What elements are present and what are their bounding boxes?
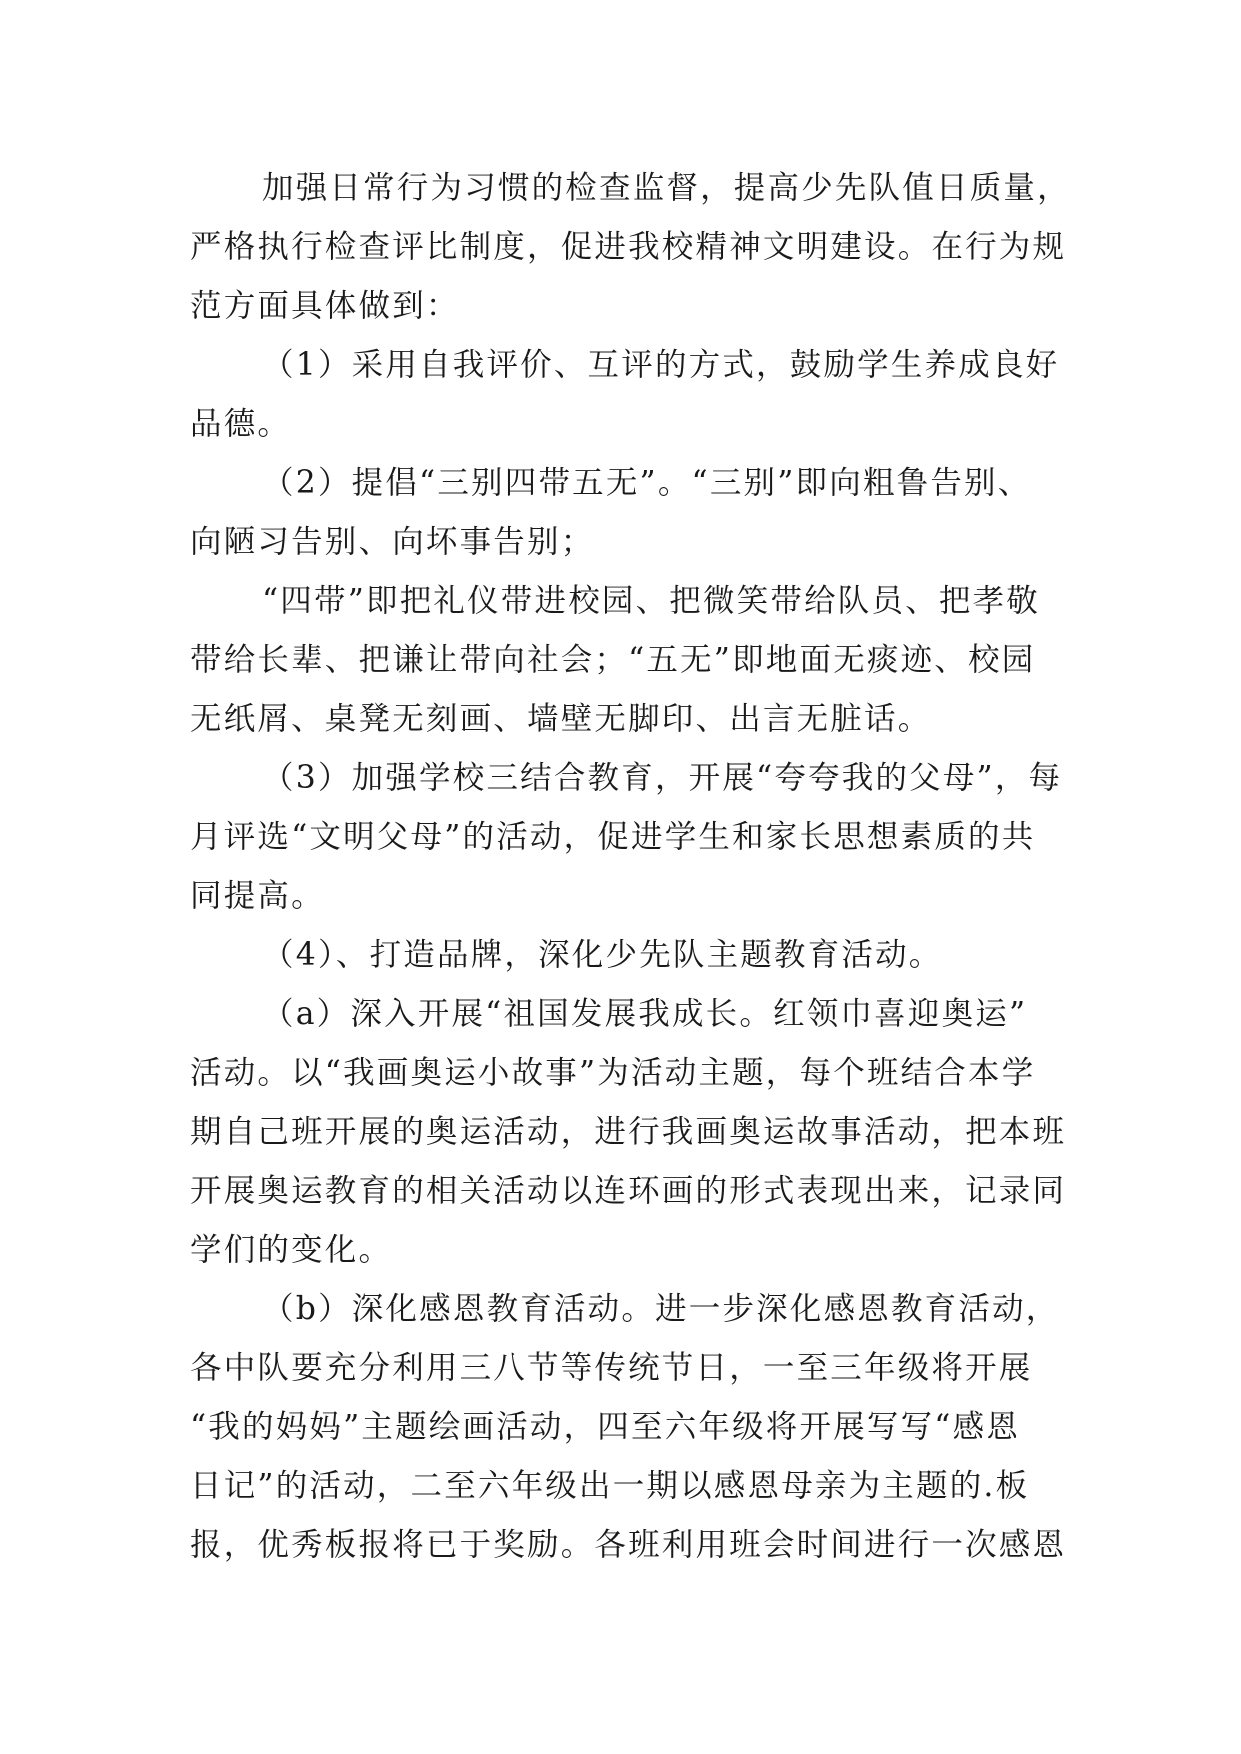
text-line: 月评选“文明父母”的活动，促进学生和家长思想素质的共 bbox=[190, 819, 1036, 855]
text-line: 范方面具体做到： bbox=[190, 288, 460, 324]
text-line: 加强日常行为习惯的检查监督，提高少先队值日质量， bbox=[262, 170, 1071, 206]
text-line: 向陋习告别、向坏事告别； bbox=[190, 524, 595, 560]
document-body bbox=[190, 159, 1071, 1575]
text-line: 品德。 bbox=[190, 406, 292, 442]
text-line: 无纸屑、桌凳无刻画、墙壁无脚印、出言无脏话。 bbox=[190, 701, 932, 737]
text-line: 各中队要充分利用三八节等传统节日，一至三年级将开展 bbox=[190, 1350, 1033, 1386]
paragraph-item-b bbox=[190, 1280, 1067, 1575]
text-line: （b）深化感恩教育活动。进一步深化感恩教育活动， bbox=[262, 1291, 1060, 1327]
text-line: 报，优秀板报将已于奖励。各班利用班会时间进行一次感恩 bbox=[190, 1527, 1067, 1563]
text-line: 同提高。 bbox=[190, 878, 325, 914]
text-line: （1）采用自我评价、互评的方式，鼓励学生养成良好 bbox=[262, 347, 1060, 383]
text-line: “四带”即把礼仪带进校园、把微笑带给队员、把孝敬 bbox=[262, 583, 1041, 619]
text-line: 开展奥运教育的相关活动以连环画的形式表现出来，记录同 bbox=[190, 1173, 1067, 1209]
paragraph-item-2 bbox=[190, 454, 1052, 572]
text-line: 活动。以“我画奥运小故事”为活动主题，每个班结合本学 bbox=[190, 1055, 1036, 1091]
paragraph-behavior-inspection bbox=[190, 159, 1071, 336]
text-line: （a）深入开展“祖国发展我成长。红领巾喜迎奥运” bbox=[262, 996, 1028, 1032]
paragraph-item-3 bbox=[190, 749, 1063, 926]
text-line: 期自己班开展的奥运活动，进行我画奥运故事活动，把本班 bbox=[190, 1114, 1067, 1150]
text-line: （2）提倡“三别四带五无”。“三别”即向粗鲁告别、 bbox=[262, 465, 1032, 501]
text-line: （4）、打造品牌，深化少先队主题教育活动。 bbox=[262, 937, 943, 973]
text-line: “我的妈妈”主题绘画活动，四至六年级将开展写写“感恩 bbox=[190, 1409, 1021, 1445]
text-line: 学们的变化。 bbox=[190, 1232, 393, 1268]
paragraph-item-a bbox=[190, 985, 1067, 1280]
paragraph-four-brings bbox=[190, 572, 1052, 749]
text-line: 严格执行检查评比制度，促进我校精神文明建设。在行为规 bbox=[190, 229, 1067, 265]
text-line: 日记”的活动，二至六年级出一期以感恩母亲为主题的.板 bbox=[190, 1468, 1030, 1504]
paragraph-item-4 bbox=[190, 926, 1052, 985]
text-line: （3）加强学校三结合教育，开展“夸夸我的父母”，每 bbox=[262, 760, 1063, 796]
text-line: 带给长辈、把谦让带向社会；“五无”即地面无痰迹、校园 bbox=[190, 642, 1036, 678]
paragraph-item-1 bbox=[190, 336, 1060, 454]
